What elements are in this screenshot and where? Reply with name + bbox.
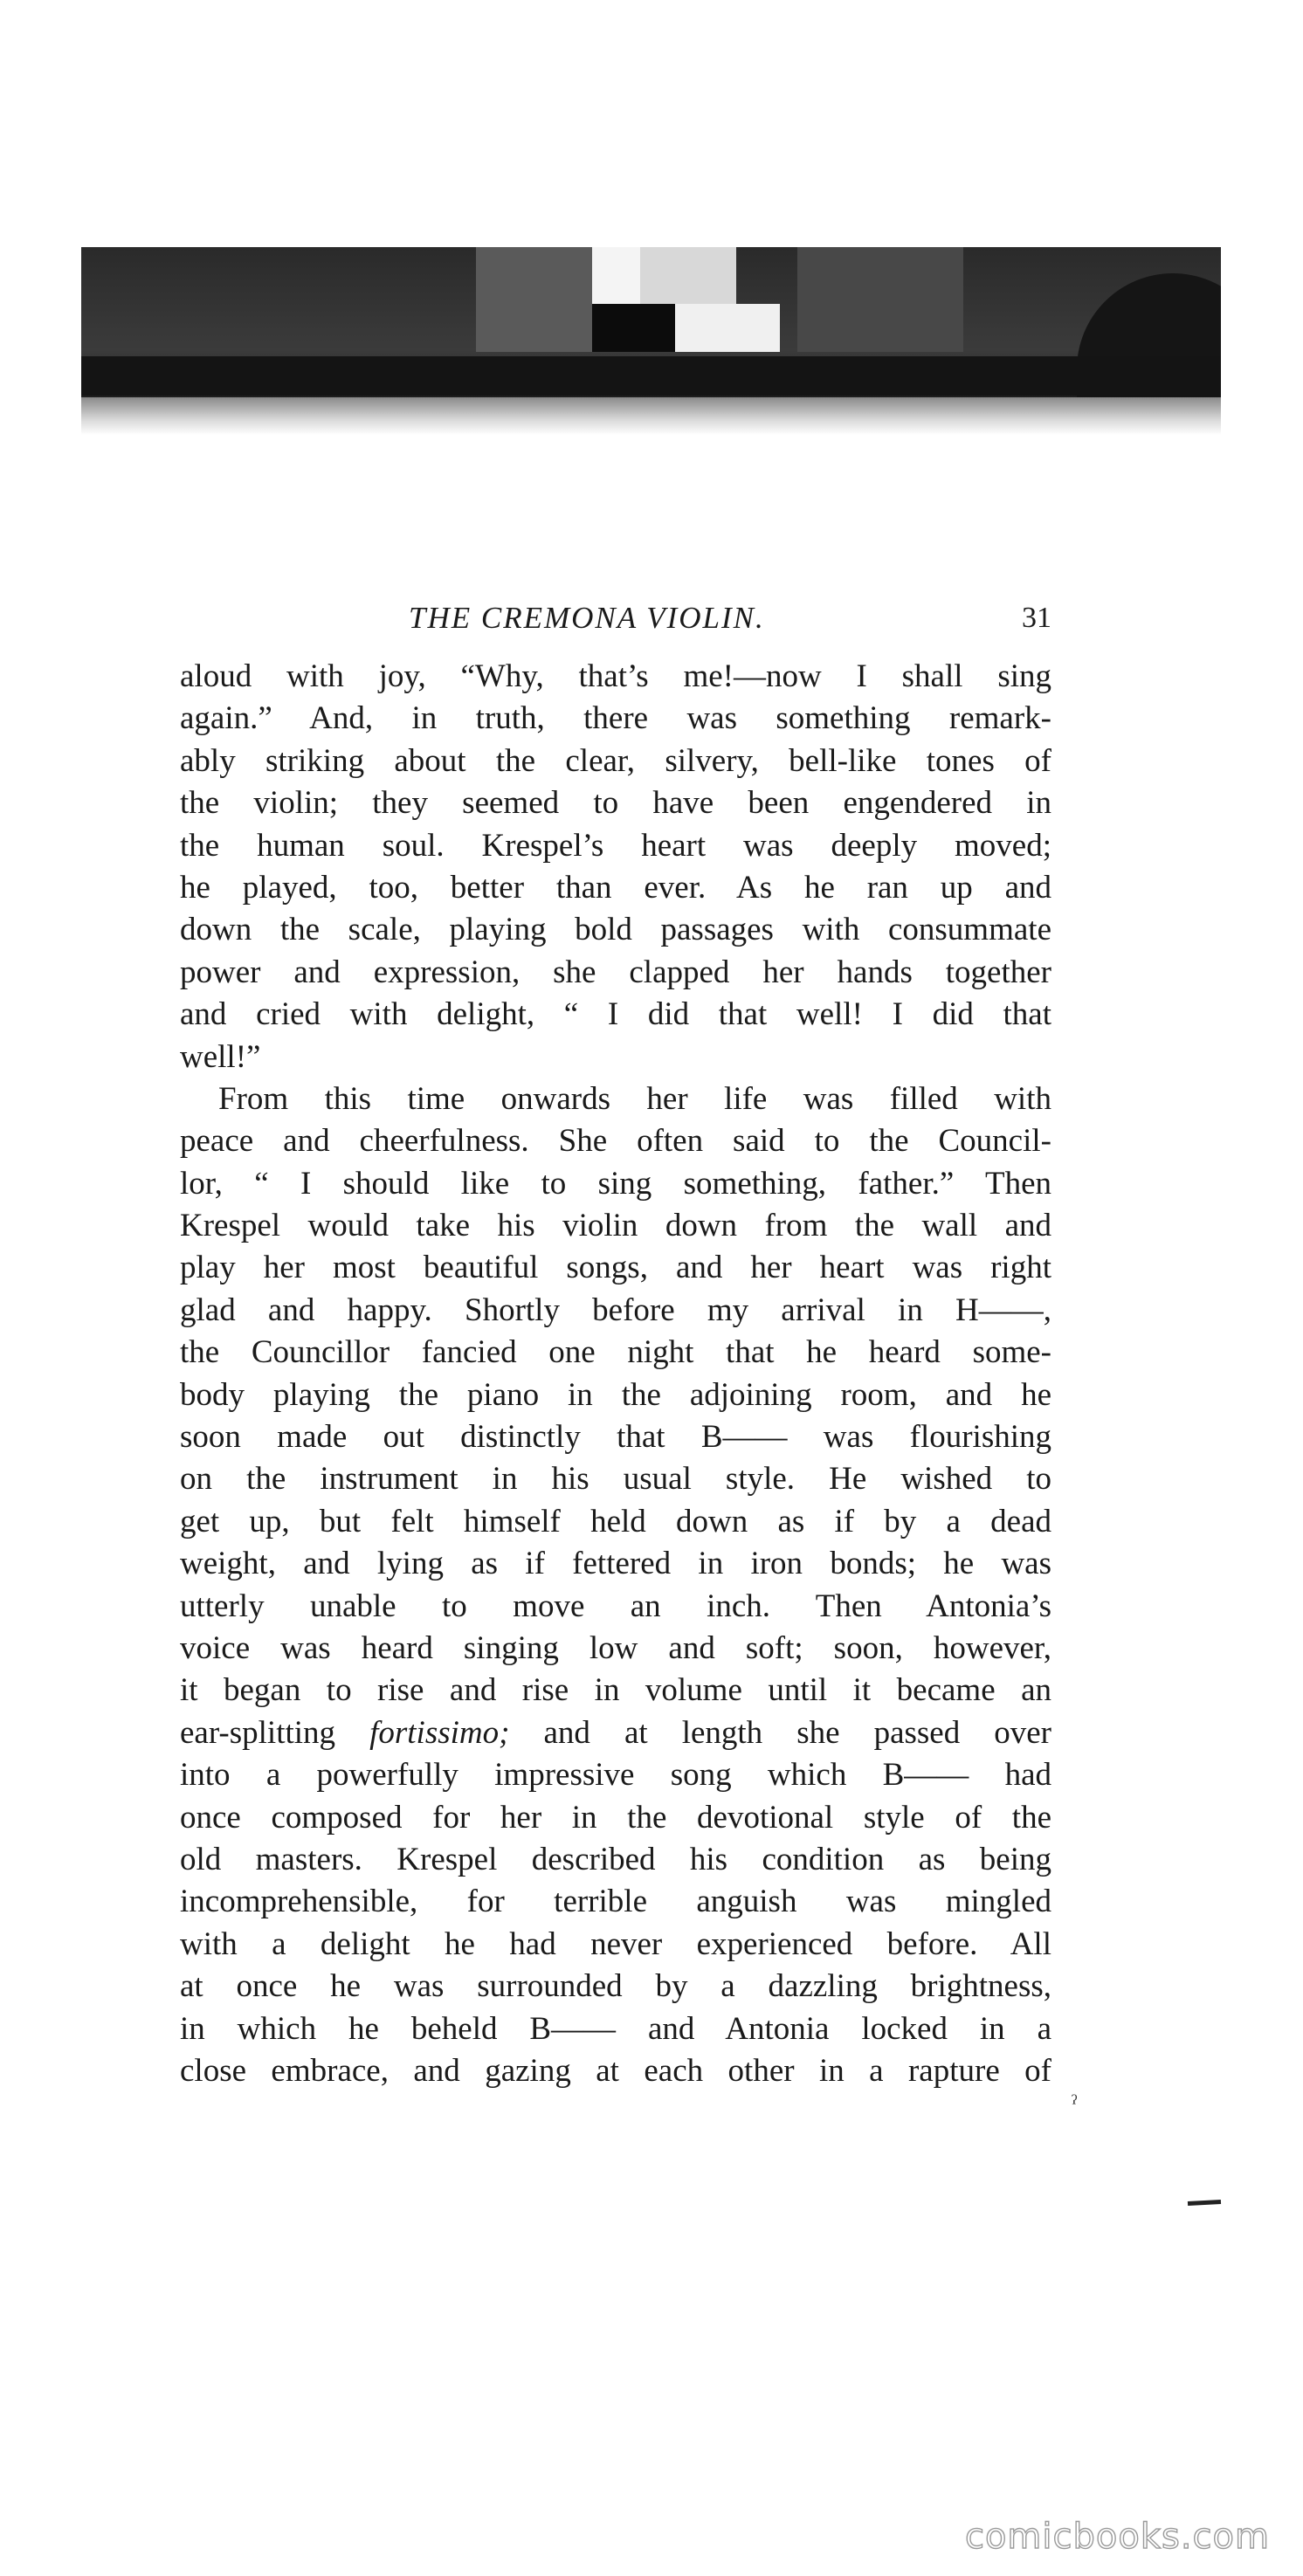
text-line: at once he was surrounded by a dazzling brightness, (180, 1968, 1051, 2005)
edge-dash-mark (1188, 2200, 1221, 2206)
text-line: lor, “ I should like to sing something, father.” Then (180, 1165, 1051, 1202)
text-line: the Councillor fancied one night that he heard some- (180, 1334, 1051, 1371)
watermark: comicbooks.com (964, 2517, 1270, 2557)
text-line: down the scale, playing bold passages with consummate (180, 912, 1051, 948)
text-line: From this time onwards her life was filled with (218, 1080, 1051, 1117)
text-line: soon made out distinctly that B—— was flourishing (180, 1419, 1051, 1456)
text-line: it began to rise and rise in volume until it became an (180, 1672, 1051, 1709)
scan-shape (797, 247, 963, 352)
text-line: old masters. Krespel described his condition as being (180, 1841, 1051, 1877)
text-line: incomprehensible, for terrible anguish was mingled (180, 1884, 1051, 1920)
text-line (180, 1712, 1051, 1754)
text-line: voice was heard singing low and soft; soon, however, (180, 1629, 1051, 1666)
body-text (180, 656, 1051, 2092)
text-segment: ear-splitting (180, 1714, 336, 1751)
scan-shape (640, 247, 736, 304)
page-number: 31 (1022, 602, 1051, 634)
text-line: with a delight he had never experienced before. All (180, 1925, 1051, 1962)
text-line: weight, and lying as if fettered in iron bonds; he was (180, 1546, 1051, 1582)
text-line: power and expression, she clapped her hands together (180, 954, 1051, 990)
scanned-photo-band (81, 247, 1221, 435)
scan-floor-shape (81, 356, 1221, 396)
scan-shape (675, 304, 780, 352)
text-line: utterly unable to move an inch. Then Antonia’s (180, 1588, 1051, 1624)
text-line: into a powerfully impressive song which B—— had (180, 1757, 1051, 1794)
text-line: in which he beheld B—— and Antonia locked in a (180, 2010, 1051, 2047)
text-line: and cried with delight, “ I did that well! I did that (180, 996, 1051, 1033)
text-line: well!” (180, 1038, 261, 1075)
running-title: THE CREMONA VIOLIN. (409, 601, 765, 635)
text-line: close embrace, and gazing at each other in a rapture of (180, 2052, 1051, 2089)
margin-mark: ˀ (1072, 2090, 1078, 2116)
text-line: on the instrument in his usual style. He wished to (180, 1461, 1051, 1498)
text-line: ably striking about the clear, silvery, bell-like tones of (180, 742, 1051, 779)
text-segment: and at length she passed over (543, 1714, 1052, 1751)
text-line: the violin; they seemed to have been engendered in (180, 785, 1051, 822)
text-line: peace and cheerfulness. She often said to the Council- (180, 1123, 1051, 1160)
text-line: once composed for her in the devotional style of the (180, 1799, 1051, 1836)
scan-edge-shape (81, 397, 1221, 435)
scan-shape (592, 247, 640, 304)
text-line: aloud with joy, “Why, that’s me!—now I shall sing (180, 658, 1051, 694)
italic-text: fortissimo; (369, 1714, 510, 1751)
text-line: again.” And, in truth, there was something remark- (180, 700, 1051, 737)
text-line: glad and happy. Shortly before my arrival in H——, (180, 1291, 1051, 1328)
text-line: body playing the piano in the adjoining room, and he (180, 1376, 1051, 1413)
text-line: he played, too, better than ever. As he ran up and (180, 869, 1051, 906)
text-line: play her most beautiful songs, and her heart was right (180, 1250, 1051, 1286)
text-line: get up, but felt himself held down as if by a dead (180, 1503, 1051, 1539)
text-line: Krespel would take his violin down from the wall and (180, 1208, 1051, 1244)
running-head (180, 596, 1051, 640)
text-line: the human soul. Krespel’s heart was deeply moved; (180, 827, 1051, 864)
